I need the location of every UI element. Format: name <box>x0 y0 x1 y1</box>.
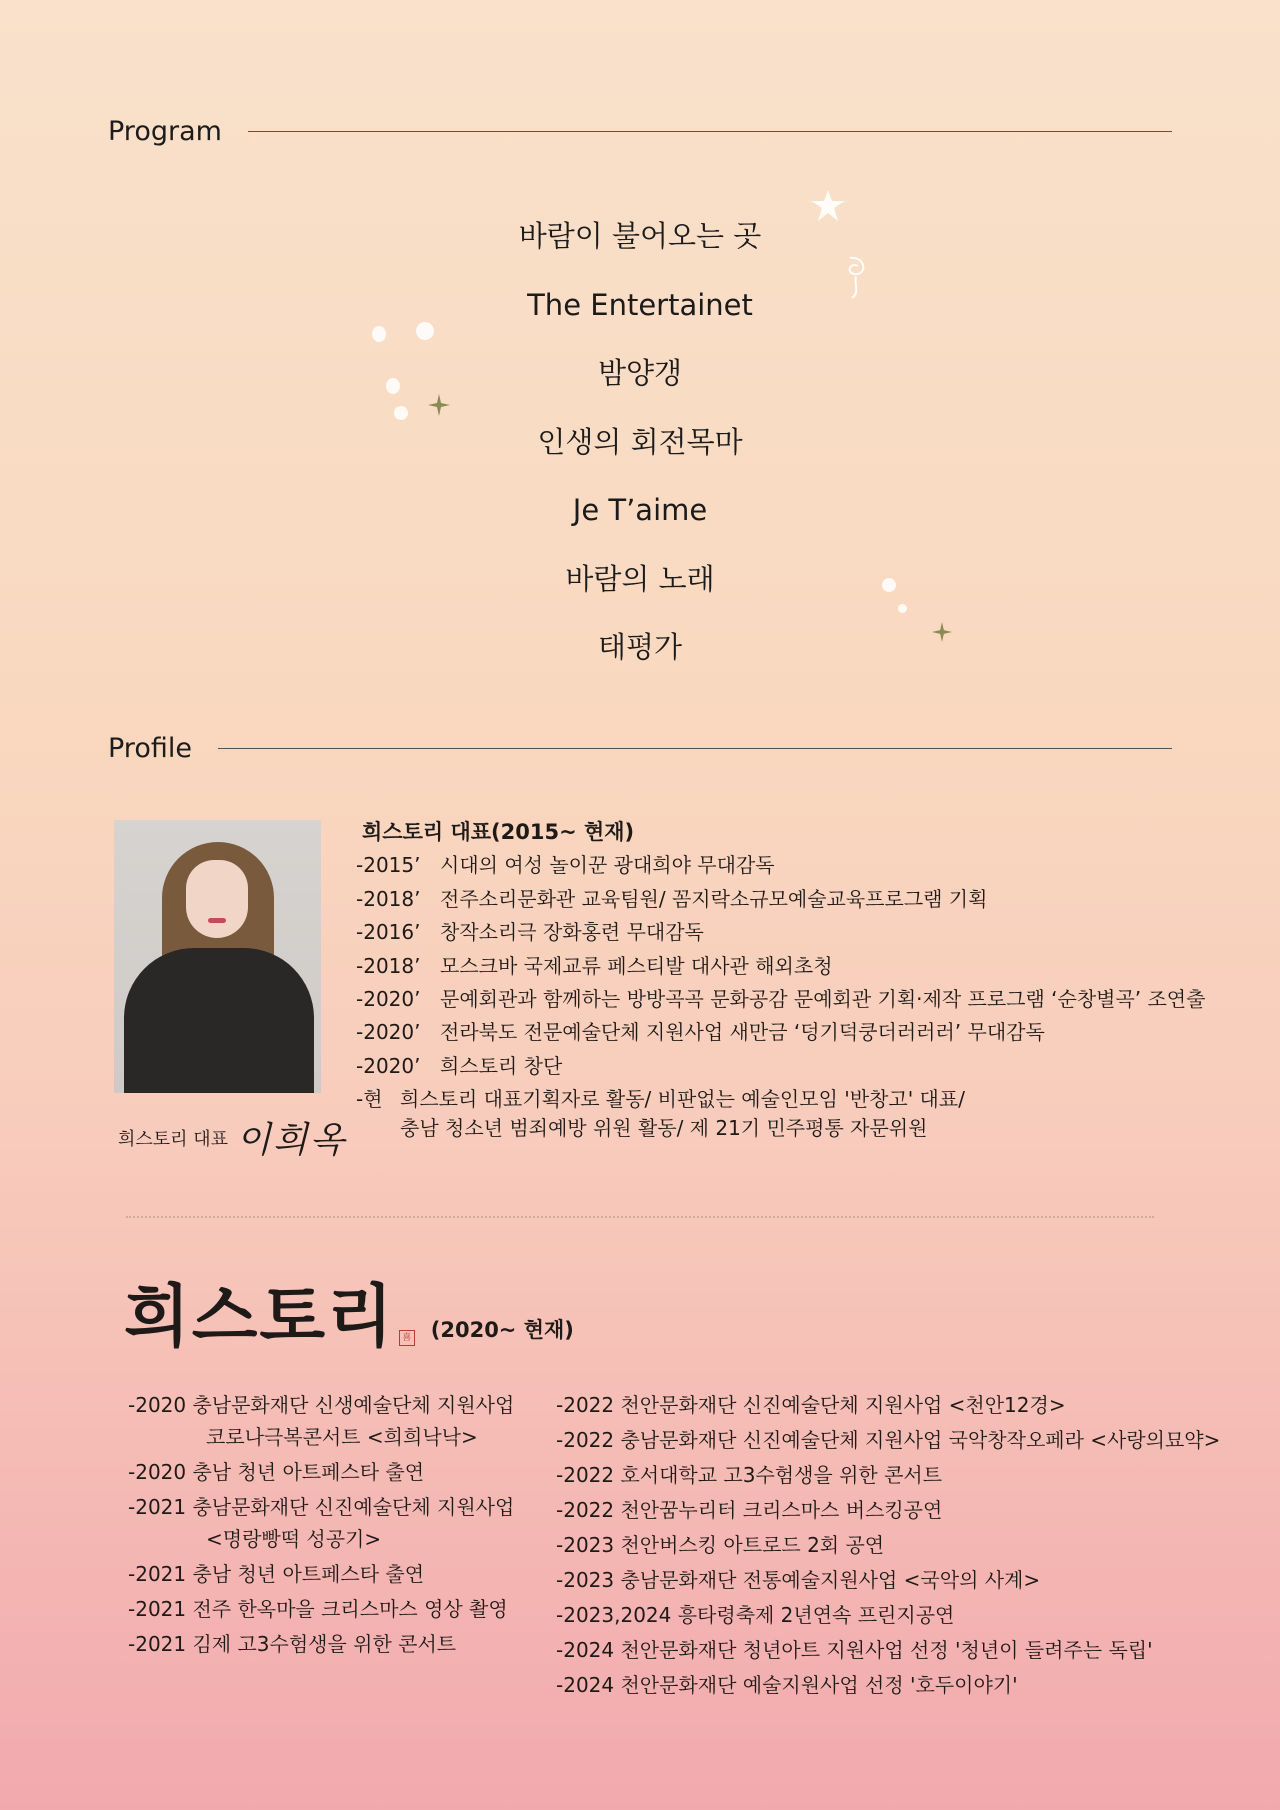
program-list <box>0 210 1280 690</box>
program-item: 바람의 노래 <box>565 561 715 596</box>
signature: 이희옥 <box>236 1120 347 1161</box>
caption-role: 희스토리 대표 <box>118 1128 229 1150</box>
profile-section-header <box>108 733 1172 764</box>
logo-wordmark: 희스토리 <box>124 1278 395 1357</box>
divider-line <box>218 748 1172 749</box>
program-item: The Entertainet <box>527 287 753 322</box>
history-item: -2020 충남문화재단 신생예술단체 지원사업 <box>128 1393 515 1417</box>
history-item: -2023 충남문화재단 전통예술지원사업 <국악의 사계> <box>556 1568 1041 1592</box>
profile-entry: -2015’ 시대의 여성 놀이꾼 광대희야 무대감독 <box>356 853 775 878</box>
profile-entry-current-cont: 충남 청소년 범죄예방 위원 활동/ 제 21기 민주평통 자문위원 <box>400 1115 928 1140</box>
profile-entry: -2020’ 희스토리 창단 <box>356 1053 563 1078</box>
history-item-sub: 코로나극복콘서트 <희희낙낙> <box>206 1425 478 1449</box>
program-item: 바람이 불어오는 곳 <box>518 219 762 253</box>
history-list-left <box>128 1388 514 1662</box>
divider-line <box>248 131 1172 132</box>
history-item: -2023,2024 흥타령축제 2년연속 프린지공연 <box>556 1603 955 1627</box>
profile-entry: -2020’ 전라북도 전문예술단체 지원사업 새만금 ‘덩기덕쿵더러러러’ 무대감독 <box>356 1020 1045 1045</box>
histori-logo <box>124 1262 574 1357</box>
program-heading: Program <box>108 116 222 147</box>
history-item: -2022 천안문화재단 신진예술단체 지원사업 <천안12경> <box>556 1393 1066 1417</box>
program-item: 인생의 회전목마 <box>537 424 743 459</box>
history-item: -2020 충남 청년 아트페스타 출연 <box>128 1460 425 1484</box>
photo-caption <box>118 1112 346 1163</box>
program-item: 밤양갱 <box>597 356 683 390</box>
profile-title: 희스토리 대표(2015~ 현재) <box>362 820 635 844</box>
history-item: -2021 전주 한옥마을 크리스마스 영상 촬영 <box>128 1597 508 1621</box>
profile-entry: -2020’ 문예회관과 함께하는 방방곡곡 문화공감 문예회관 기획·제작 프로그램 ‘순창별곡’ 조연출 <box>356 987 1206 1012</box>
profile-entry: -2016’ 창작소리극 장화홍련 무대감독 <box>356 920 704 945</box>
history-item: -2024 천안문화재단 예술지원사업 선정 '호두이야기' <box>556 1673 1018 1697</box>
history-item: -2021 김제 고3수험생을 위한 콘서트 <box>128 1632 457 1656</box>
profile-entry: -2018’ 전주소리문화관 교육팀원/ 꼼지락소규모예술교육프로그램 기획 <box>356 886 988 911</box>
profile-photo <box>114 820 321 1093</box>
profile-entry: -2018’ 모스크바 국제교류 페스티발 대사관 해외초청 <box>356 953 833 978</box>
history-item: -2022 호서대학교 고3수험생을 위한 콘서트 <box>556 1463 943 1487</box>
profile-entry-current: -현 희스토리 대표기획자로 활동/ 비판없는 예술인모임 '반창고' 대표/ <box>356 1087 965 1112</box>
history-item: -2024 천안문화재단 청년아트 지원사업 선정 '청년이 들려주는 독립' <box>556 1638 1153 1662</box>
logo-seal: 喜 <box>399 1330 415 1346</box>
history-list-right <box>556 1388 1220 1703</box>
program-section-header <box>108 116 1172 147</box>
history-item: -2023 천안버스킹 아트로드 2회 공연 <box>556 1533 885 1557</box>
history-item-sub: <명랑빵떡 성공기> <box>206 1527 382 1551</box>
profile-details <box>356 816 1205 1139</box>
program-item: 태평가 <box>597 630 683 664</box>
history-item: -2022 천안꿈누리터 크리스마스 버스킹공연 <box>556 1498 943 1522</box>
program-item: Je T’aime <box>572 493 708 527</box>
history-item: -2021 충남 청년 아트페스타 출연 <box>128 1562 425 1586</box>
dotted-divider <box>126 1216 1154 1218</box>
history-period: (2020~ 현재) <box>430 1318 574 1342</box>
profile-heading: Profile <box>108 733 192 764</box>
history-item: -2021 충남문화재단 신진예술단체 지원사업 <box>128 1495 515 1519</box>
history-item: -2022 충남문화재단 신진예술단체 지원사업 국악창작오페라 <사랑의묘약> <box>556 1428 1221 1452</box>
